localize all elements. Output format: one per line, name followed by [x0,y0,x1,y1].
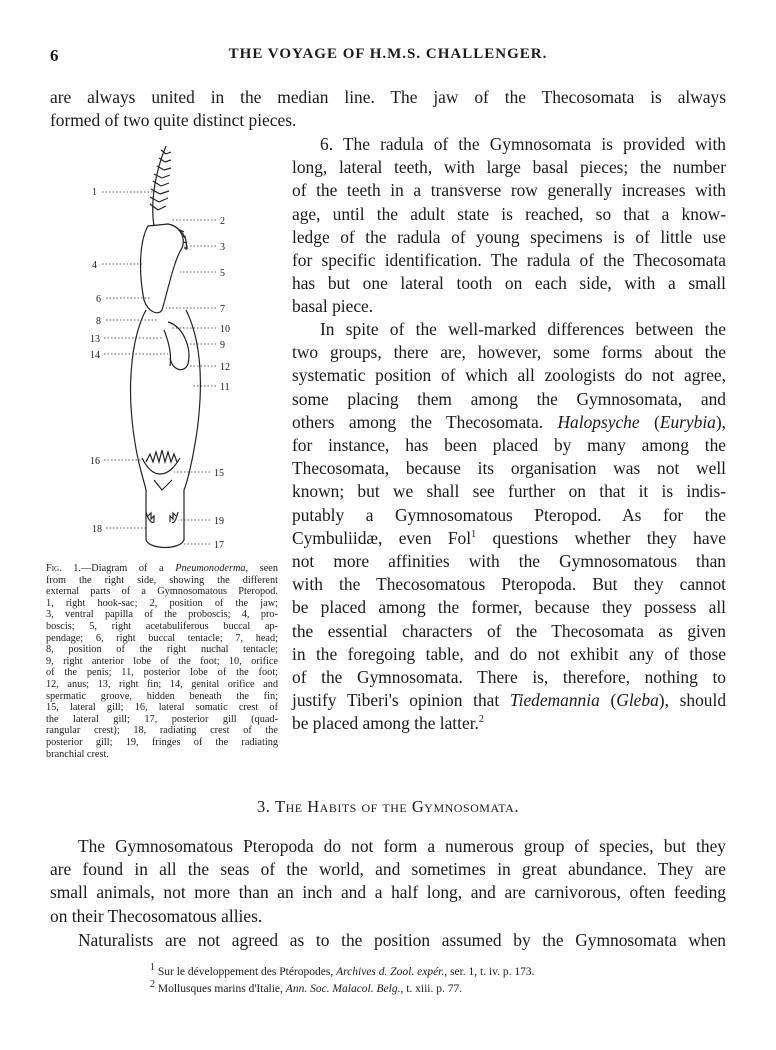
label-9: 9 [220,340,225,351]
position-paragraph [50,929,726,952]
text-line: be placed among the former, because they possess all [292,597,726,618]
section-number: 3. [257,797,271,816]
genus-name: Tiedemannia [509,690,600,711]
text-line: two groups, there are, however, some forms about the [292,342,726,363]
label-11: 11 [220,382,230,393]
label-18: 18 [92,524,102,535]
label-7: 7 [220,304,225,315]
label-13: 13 [90,334,100,345]
running-title: THE VOYAGE OF H.M.S. CHALLENGER. [228,46,548,62]
label-14: 14 [90,350,100,361]
habits-paragraph [50,835,726,928]
text-line: ledge of the radula of young specimens is of little use [292,226,726,247]
caption-line: 8, position of the right nuchal tentacle; [46,644,278,656]
section-heading [0,797,776,817]
text-line: with the Thecosomatous Pteropoda. But they cannot [292,574,726,595]
footnote-ref[interactable]: 2 [478,714,484,726]
label-2: 2 [220,216,225,227]
body-outline [131,310,201,548]
text-line: The Gymnosomatous Pteropoda do not form a numerous group of species, but they [78,836,726,856]
text-line: small animals, not more than an inch and a half long, and are carnivorous, often feeding [50,882,726,903]
text-line: be placed among the latter.$^2$ [292,713,484,734]
text-line: 6. The radula of the Gymnosomata is provided with [320,134,726,154]
caption-line: spermatic groove, hidden beneath the fin; [46,690,278,702]
fin [168,322,189,370]
label-19: 19 [214,516,224,527]
caption-line: 15, lateral gill; 16, lateral somatic crest of [46,702,278,714]
caption-line: external parts of a Gymnosomatous Pteropod. [46,586,278,598]
text-line: of the teeth in a transverse row generally increases with [292,180,726,201]
text-line: has but one lateral tooth on each side, with a small [292,273,726,294]
caption-line: branchial crest. [46,748,109,760]
caption-line: pendage; 6, right buccal tentacle; 7, head; [46,632,278,644]
label-1: 1 [92,187,97,198]
systematic-paragraph [292,318,726,736]
text-line: Naturalists are not agreed as to the position assumed by the Gymnosomata when [78,930,726,950]
text-line: others among the Thecosomata. Halopsyche (Eurybia), [292,411,726,432]
text-line: on their Thecosomatous allies. [50,905,263,926]
genus-name: Halopsyche [557,411,640,432]
caption-line: boscis; 5, right acetabuliferous buccal ap- [46,620,278,632]
label-6: 6 [96,294,101,305]
section-title: The Habits of the Gymnosomata. [275,797,519,816]
label-4: 4 [92,260,97,271]
genus-name: Gleba [616,690,659,711]
label-17: 17 [214,540,224,551]
text-line: justify Tiberi's opinion that Tiedemannia (Gleba), should [292,690,727,711]
text-line: basal piece. [292,296,374,317]
caption-line: 1, right hook-sac; 2, position of the jaw; [46,597,278,609]
caption-line: 9, right anterior lobe of the foot; 10, orifice [46,655,278,667]
label-16: 16 [90,456,100,467]
caption-line: of the penis; 11, posterior lobe of the foot; [46,667,278,679]
footnote-ref[interactable]: 1 [471,529,477,541]
text-line: not more affinities with the Gymnosomatous than [292,551,726,572]
footnote-2: $^2$ Mollusques marins d'Italie, Ann. Soc. Malacol. Belg., t. xiii. p. 77. [150,979,463,995]
label-12: 12 [220,362,230,373]
text-line: of the Gymnosomata. There is, therefore, nothing to [292,667,726,688]
label-3: 3 [220,242,225,253]
pneumonoderma-diagram [88,140,258,558]
figure-caption [46,563,278,760]
text-line: known; but we shall see further on that it is indis- [292,481,726,502]
text-line: for specific identification. The radula of the Thecosomata [292,250,726,271]
text-line: putably a Gymnosomatous Pteropod. As for the [292,504,726,525]
proboscis-outline [141,224,184,313]
label-10: 10 [220,324,230,335]
text-line: in the foregoing table, and do not exhibit any of those [292,643,726,664]
caption-line: Fig. 1.—Diagram of a Pneumonoderma, seen [46,563,278,574]
caption-line: the lateral gill; 17, posterior gill (quad- [46,713,278,725]
text-line: for instance, has been placed by many among the [292,435,726,456]
top-paragraph [50,86,726,132]
text-line: Thecosomata, because its organisation was not well [292,458,726,479]
genus-name: Eurybia [659,411,716,432]
text-line: are always united in the median line. The jaw of the Thecosomata is always [50,87,726,107]
label-5: 5 [220,268,225,279]
text-line: long, lateral teeth, with large basal pieces; the number [292,157,726,178]
caption-line: 12, anus; 13, right fin; 14, genital orifice and [46,678,278,690]
text-line: age, until the adult state is reached, so that a know- [292,203,726,224]
label-8: 8 [96,316,101,327]
radula-paragraph [292,133,726,319]
text-line: are found in all the seas of the world, and sometimes in great abundance. They are [50,859,726,880]
text-line: some placing them among the Gymnosomata, and [292,388,726,409]
text-line: formed of two quite distinct pieces. [50,110,297,131]
text-line: systematic position of which all zoologists do not agree, [292,365,726,386]
footnote-1: $^1$ Sur le développement des Ptéropodes, Archives d. Zool. expér., ser. 1, t. iv. p. 173. [150,962,535,978]
text-line: Cymbuliidæ, even Fol$^1$ questions whether they have [292,527,726,548]
hook-sac-barbs-right [158,152,171,210]
text-line: In spite of the well-marked differences between the [320,319,726,339]
page-number: 6 [50,46,59,65]
label-15: 15 [214,468,224,479]
caption-line: from the right side, showing the different [46,574,278,586]
caption-line: 3, ventral papilla of the proboscis; 4, pro- [46,609,278,621]
caption-line: posterior gill; 19, fringes of the radiating [46,736,278,748]
caption-line: rangular crest); 18, radiating crest of the [46,725,278,737]
text-line: the essential characters of the Thecosomata as given [292,620,726,641]
